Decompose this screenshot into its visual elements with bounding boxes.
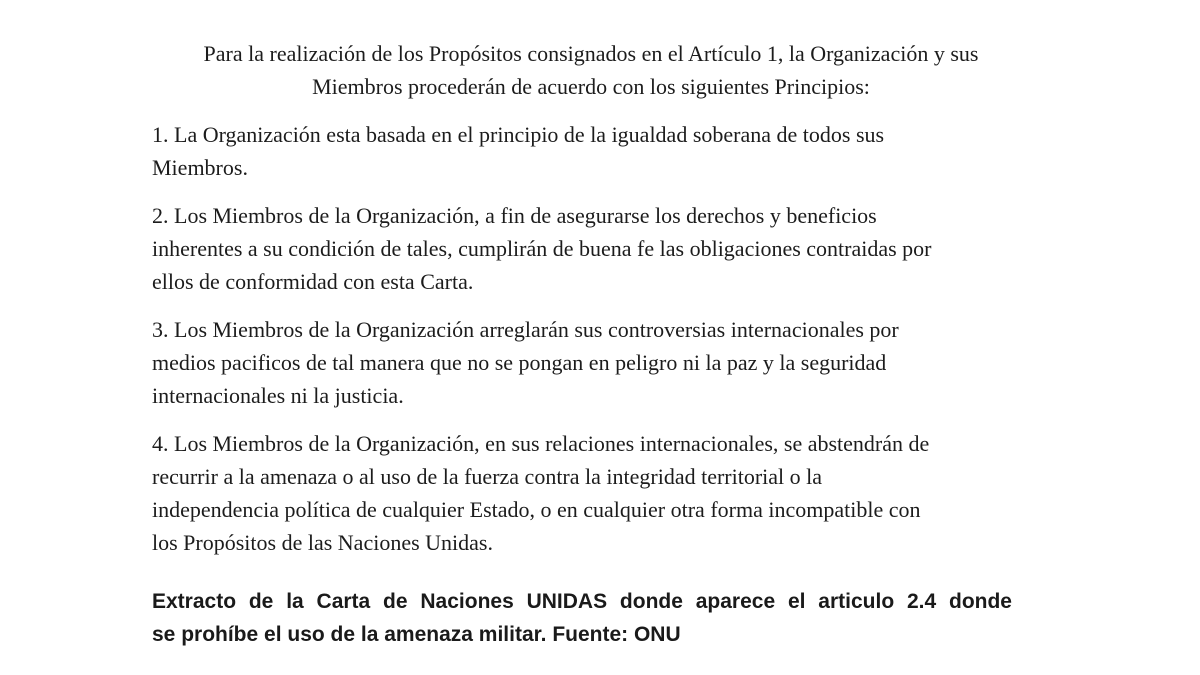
charter-principle-3 bbox=[152, 313, 1030, 412]
charter-principle-4 bbox=[152, 427, 1030, 559]
source-caption bbox=[152, 585, 1012, 651]
charter-intro bbox=[152, 37, 1030, 103]
principle-4-line-4: los Propósitos de las Naciones Unidas. bbox=[152, 530, 493, 555]
principle-3-line-1: 3. Los Miembros de la Organización arreglarán sus controversias internacionales por bbox=[152, 317, 899, 342]
principle-2-line-1: 2. Los Miembros de la Organización, a fin de asegurarse los derechos y beneficios bbox=[152, 203, 877, 228]
principle-4-line-3: independencia política de cualquier Estado, o en cualquier otra forma incompatible con bbox=[152, 497, 921, 522]
principle-4-line-1: 4. Los Miembros de la Organización, en sus relaciones internacionales, se abstendrán de bbox=[152, 431, 930, 456]
principle-1-line-1: 1. La Organización esta basada en el principio de la igualdad soberana de todos sus bbox=[152, 122, 885, 147]
intro-line-1: Para la realización de los Propósitos consignados en el Artículo 1, la Organización y sus bbox=[203, 41, 979, 66]
principle-2-line-3: ellos de conformidad con esta Carta. bbox=[152, 269, 474, 294]
principle-1-line-2: Miembros. bbox=[152, 155, 248, 180]
caption-line-1: Extracto de la Carta de Naciones UNIDAS donde aparece el articulo 2.4 donde bbox=[152, 590, 1012, 613]
intro-line-2: Miembros procederán de acuerdo con los siguientes Principios: bbox=[312, 74, 870, 99]
charter-principle-2 bbox=[152, 199, 1030, 298]
principle-3-line-2: medios pacificos de tal manera que no se pongan en peligro ni la paz y la seguridad bbox=[152, 350, 887, 375]
charter-excerpt bbox=[152, 37, 1030, 651]
caption-line-2: se prohíbe el uso de la amenaza militar. Fuente: ONU bbox=[152, 623, 681, 646]
principle-4-line-2: recurrir a la amenaza o al uso de la fuerza contra la integridad territorial o la bbox=[152, 464, 823, 489]
charter-principle-1 bbox=[152, 118, 1030, 184]
principle-3-line-3: internacionales ni la justicia. bbox=[152, 383, 404, 408]
principle-2-line-2: inherentes a su condición de tales, cumplirán de buena fe las obligaciones contraidas por bbox=[152, 236, 932, 261]
